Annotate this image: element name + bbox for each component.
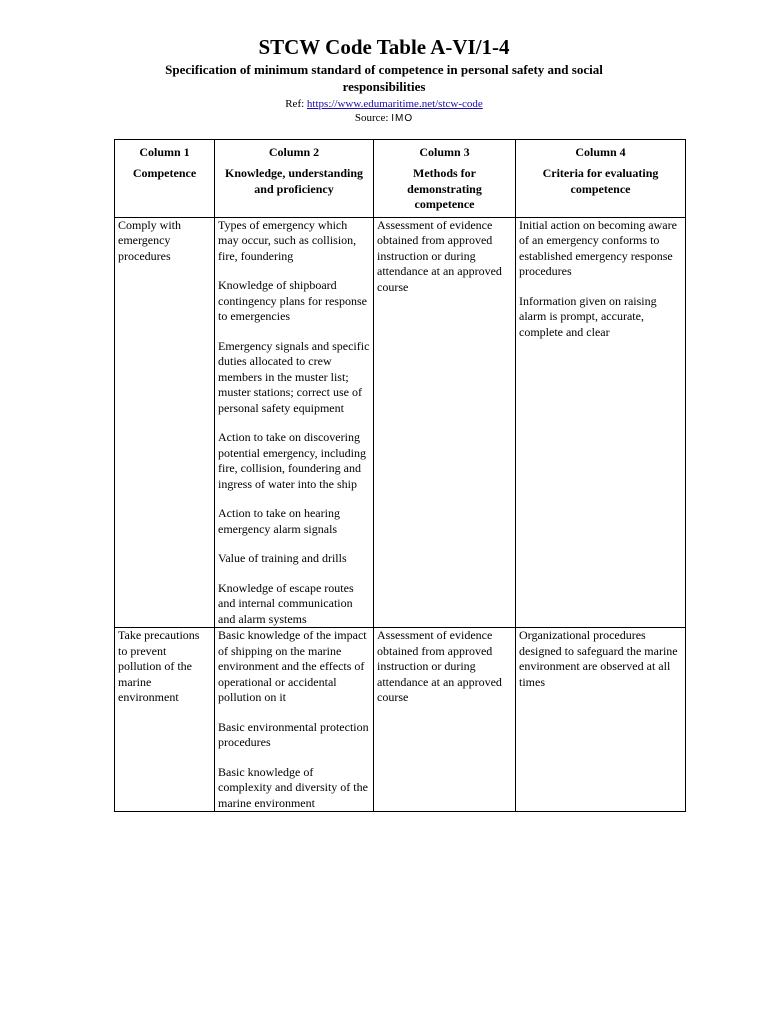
knowledge-item: Action to take on hearing emergency alarm signals bbox=[218, 506, 340, 536]
knowledge-item: Knowledge of shipboard contingency plans for response to emergencies bbox=[218, 278, 367, 323]
knowledge-item: Basic environmental protection procedures bbox=[218, 719, 369, 749]
methods-cell bbox=[374, 217, 516, 628]
competence-text: Comply with emergency procedures bbox=[118, 217, 182, 263]
table-row bbox=[115, 628, 686, 812]
knowledge-cell bbox=[215, 217, 374, 628]
column-heading: Knowledge, understanding and proficiency bbox=[215, 163, 374, 217]
document-subtitle: Specification of minimum standard of competence in personal safety and social responsibilities bbox=[165, 62, 603, 94]
column-number: Column 3 bbox=[374, 140, 516, 164]
competence-cell bbox=[115, 628, 215, 812]
knowledge-item: Action to take on discovering potential emergency, including fire, collision, foundering and ingress of water into the ship bbox=[218, 430, 366, 491]
criteria-item: Initial action on becoming aware of an emergency conforms to established emergency response procedures bbox=[519, 217, 677, 278]
reference-label: Ref: bbox=[285, 98, 305, 110]
criteria-item: Information given on raising alarm is prompt, accurate, complete and clear bbox=[519, 293, 657, 339]
criteria-cell bbox=[516, 217, 686, 628]
source-organization: IMO bbox=[391, 113, 414, 124]
knowledge-cell bbox=[215, 628, 374, 812]
method-item: Assessment of evidence obtained from approved instruction or during attendance at an approved course bbox=[377, 628, 502, 704]
knowledge-item: Types of emergency which may occur, such as collision, fire, foundering bbox=[218, 217, 357, 263]
knowledge-item: Knowledge of escape routes and internal communication and alarm systems bbox=[218, 580, 354, 626]
method-item: Assessment of evidence obtained from approved instruction or during attendance at an approved course bbox=[377, 217, 502, 294]
column-number: Column 4 bbox=[516, 140, 686, 164]
criteria-item: Organizational procedures designed to safeguard the marine environment are observed at all times bbox=[519, 628, 678, 689]
methods-cell bbox=[374, 628, 516, 812]
competence-cell bbox=[115, 217, 215, 628]
knowledge-item: Value of training and drills bbox=[218, 551, 347, 565]
column-number: Column 1 bbox=[115, 140, 215, 164]
column-number: Column 2 bbox=[215, 140, 374, 164]
column-heading-row bbox=[115, 163, 686, 217]
knowledge-item: Emergency signals and specific duties allocated to crew members in the muster list; muster stations; correct use of personal safety equipment bbox=[218, 338, 370, 415]
reference-link[interactable]: https://www.edumaritime.net/stcw-code bbox=[306, 98, 483, 110]
source-line bbox=[0, 111, 768, 126]
column-heading: Competence bbox=[115, 163, 215, 217]
column-number-row bbox=[115, 140, 686, 164]
source-label: Source: bbox=[354, 112, 389, 124]
column-heading: Criteria for evaluating competence bbox=[516, 163, 686, 217]
knowledge-item: Basic knowledge of the impact of shipping on the marine environment and the effects of operational or accidental pollution on it bbox=[218, 628, 367, 704]
table-row bbox=[115, 217, 686, 628]
document-header bbox=[0, 34, 768, 126]
reference-line bbox=[0, 97, 768, 111]
competence-table bbox=[114, 139, 686, 812]
knowledge-item: Basic knowledge of complexity and diversity of the marine environment bbox=[218, 764, 368, 810]
column-heading: Methods for demonstrating competence bbox=[374, 163, 516, 217]
document-title: STCW Code Table A-VI/1-4 bbox=[258, 35, 510, 59]
criteria-cell bbox=[516, 628, 686, 812]
competence-text: Take precautions to prevent pollution of the marine environment bbox=[118, 628, 200, 704]
